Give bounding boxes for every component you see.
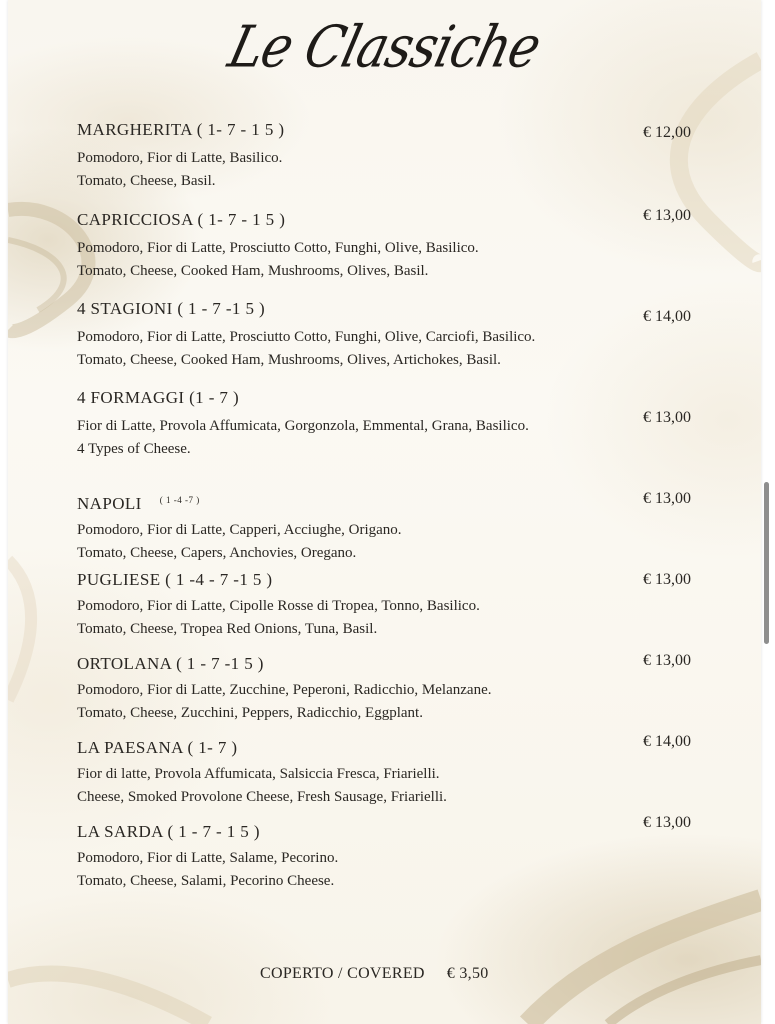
item-name: MARGHERITA bbox=[77, 120, 193, 139]
item-name: ORTOLANA bbox=[77, 654, 172, 673]
item-description-en: 4 Types of Cheese. bbox=[77, 441, 191, 457]
item-description-en: Tomato, Cheese, Salami, Pecorino Cheese. bbox=[77, 873, 335, 889]
item-price: € 13,00 bbox=[643, 207, 691, 224]
item-description-it: Fior di latte, Provola Affumicata, Salsiccia Fresca, Friarielli. bbox=[77, 766, 440, 782]
menu-page bbox=[8, 0, 761, 1024]
item-allergens: ( 1 -4 - 7 -1 5 ) bbox=[165, 570, 273, 589]
item-price: € 12,00 bbox=[643, 124, 691, 141]
item-allergens: ( 1 - 7 -1 5 ) bbox=[176, 654, 264, 673]
item-name: 4 STAGIONI bbox=[77, 299, 173, 318]
item-description-it: Fior di Latte, Provola Affumicata, Gorgonzola, Emmental, Grana, Basilico. bbox=[77, 418, 529, 434]
cover-charge bbox=[260, 965, 489, 983]
page-title: Le Classiche bbox=[222, 13, 547, 81]
item-allergens: ( 1- 7 - 1 5 ) bbox=[197, 210, 286, 229]
cover-charge-price: € 3,50 bbox=[446, 965, 489, 982]
item-description-it: Pomodoro, Fior di Latte, Capperi, Acciughe, Origano. bbox=[77, 522, 402, 538]
item-description-it: Pomodoro, Fior di Latte, Basilico. bbox=[77, 150, 283, 166]
item-allergens: ( 1 -4 -7 ) bbox=[159, 495, 200, 505]
menu-item-margherita bbox=[77, 120, 697, 193]
menu-item-capricciosa bbox=[77, 210, 697, 283]
item-description-it: Pomodoro, Fior di Latte, Cipolle Rosse di Tropea, Tonno, Basilico. bbox=[77, 598, 480, 614]
item-description-en: Tomato, Cheese, Zucchini, Peppers, Radicchio, Eggplant. bbox=[77, 705, 423, 721]
item-price: € 13,00 bbox=[643, 571, 691, 588]
item-allergens: ( 1 - 7 -1 5 ) bbox=[177, 299, 266, 318]
menu-item-la-sarda bbox=[77, 822, 697, 893]
item-price: € 13,00 bbox=[643, 652, 691, 669]
menu-item-napoli bbox=[77, 490, 697, 565]
vertical-scrollbar-thumb[interactable] bbox=[764, 482, 769, 644]
item-price: € 14,00 bbox=[643, 308, 691, 325]
item-price: € 13,00 bbox=[643, 814, 691, 831]
menu-item-la-paesana bbox=[77, 738, 697, 809]
item-price: € 13,00 bbox=[643, 409, 691, 426]
item-price: € 13,00 bbox=[643, 490, 691, 507]
item-price: € 14,00 bbox=[643, 733, 691, 750]
cover-charge-label: COPERTO / COVERED bbox=[260, 965, 425, 982]
item-name: NAPOLI bbox=[77, 494, 142, 513]
menu-item-4-stagioni bbox=[77, 299, 697, 372]
item-description-it: Pomodoro, Fior di Latte, Prosciutto Cotto, Funghi, Olive, Basilico. bbox=[77, 240, 479, 256]
item-allergens: (1 - 7 ) bbox=[189, 388, 240, 407]
item-description-en: Tomato, Cheese, Basil. bbox=[77, 173, 216, 189]
menu-item-ortolana bbox=[77, 654, 697, 725]
item-name: PUGLIESE bbox=[77, 570, 161, 589]
item-description-en: Tomato, Cheese, Cooked Ham, Mushrooms, Olives, Basil. bbox=[77, 263, 429, 279]
item-description-it: Pomodoro, Fior di Latte, Prosciutto Cotto, Funghi, Olive, Carciofi, Basilico. bbox=[77, 329, 536, 345]
item-description-en: Tomato, Cheese, Tropea Red Onions, Tuna, Basil. bbox=[77, 621, 378, 637]
item-description-en: Tomato, Cheese, Capers, Anchovies, Oregano. bbox=[77, 545, 357, 561]
item-description-en: Tomato, Cheese, Cooked Ham, Mushrooms, Olives, Artichokes, Basil. bbox=[77, 352, 501, 368]
item-name: LA SARDA bbox=[77, 822, 163, 841]
item-allergens: ( 1- 7 - 1 5 ) bbox=[196, 120, 285, 139]
item-description-it: Pomodoro, Fior di Latte, Salame, Pecorino. bbox=[77, 850, 339, 866]
item-name: CAPRICCIOSA bbox=[77, 210, 193, 229]
item-description-en: Cheese, Smoked Provolone Cheese, Fresh Sausage, Friarielli. bbox=[77, 789, 447, 805]
menu-item-4-formaggi bbox=[77, 388, 697, 461]
item-name: LA PAESANA bbox=[77, 738, 183, 757]
item-description-it: Pomodoro, Fior di Latte, Zucchine, Peperoni, Radicchio, Melanzane. bbox=[77, 682, 492, 698]
item-name: 4 FORMAGGI bbox=[77, 388, 185, 407]
item-allergens: ( 1- 7 ) bbox=[187, 738, 238, 757]
item-allergens: ( 1 - 7 - 1 5 ) bbox=[167, 822, 260, 841]
menu-item-pugliese bbox=[77, 570, 697, 641]
